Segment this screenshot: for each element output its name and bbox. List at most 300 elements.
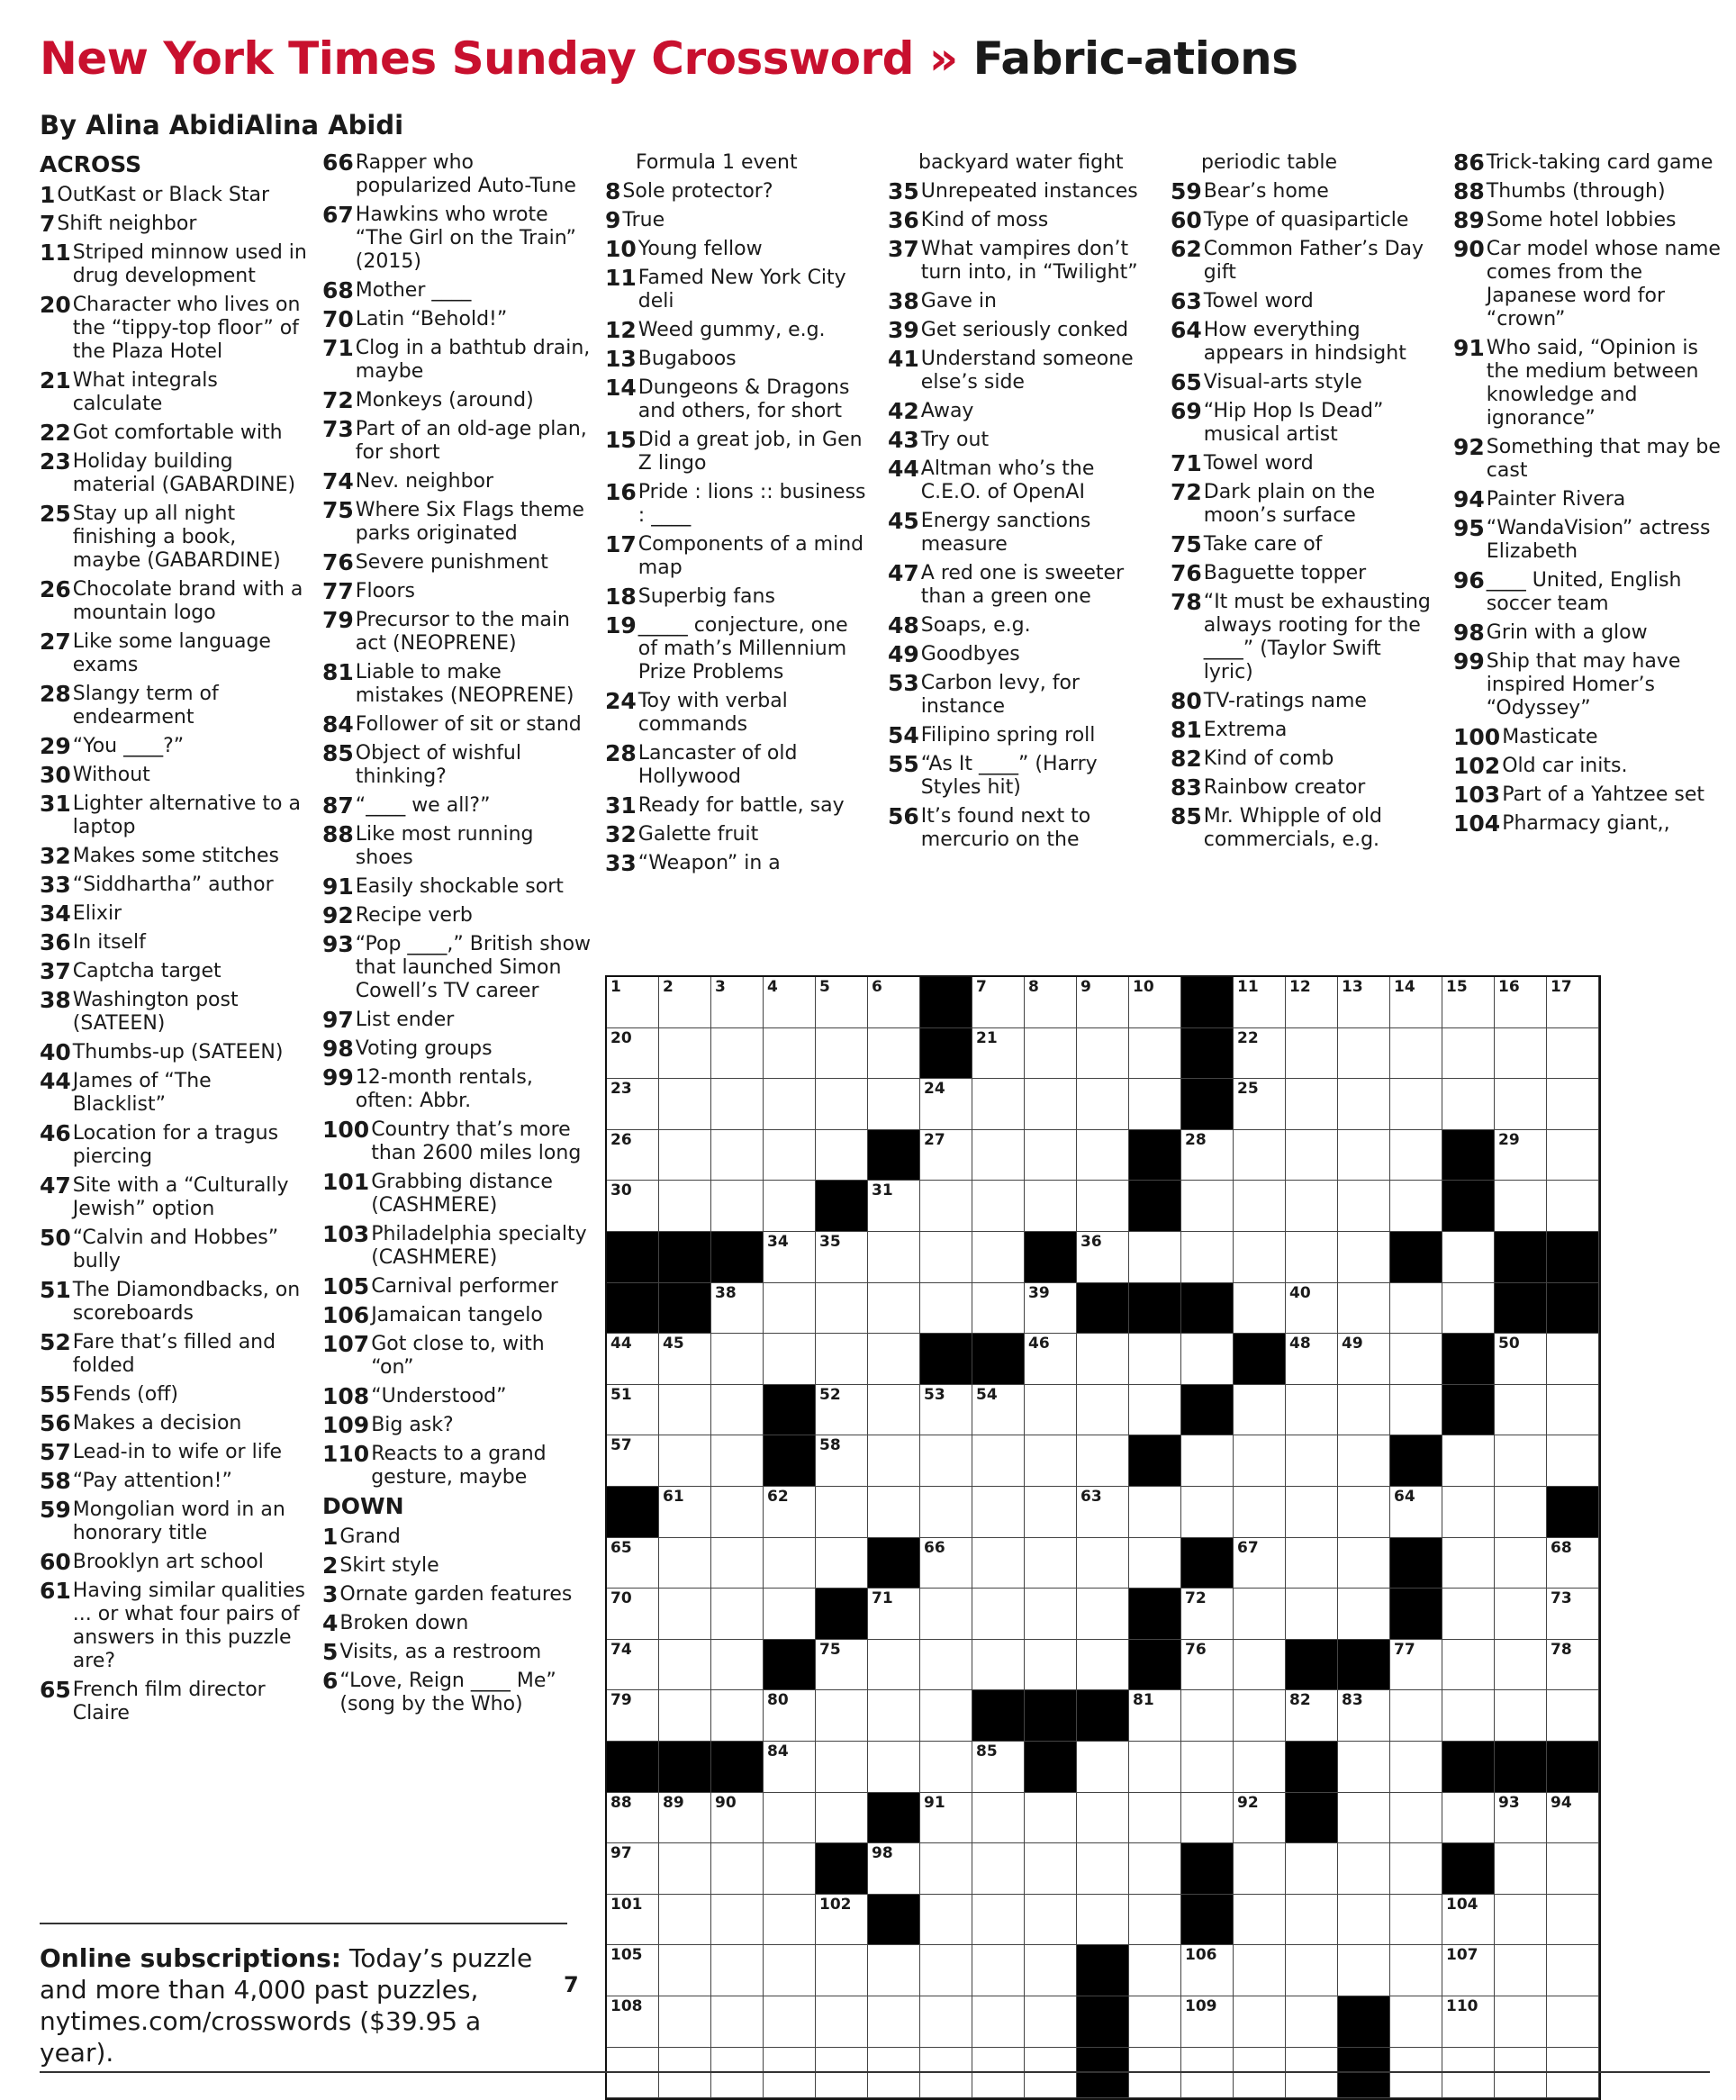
grid-cell[interactable]: [920, 1843, 972, 1895]
grid-cell[interactable]: [1442, 1996, 1495, 2048]
grid-cell[interactable]: [607, 1996, 659, 2048]
grid-cell[interactable]: [1181, 1435, 1234, 1487]
grid-cell[interactable]: [816, 1538, 868, 1589]
grid-cell[interactable]: [868, 1283, 920, 1335]
grid-cell[interactable]: [1025, 1793, 1077, 1844]
grid-cell[interactable]: [764, 1996, 816, 2048]
grid-cell[interactable]: [607, 1385, 659, 1436]
grid-cell[interactable]: [1390, 1640, 1442, 1691]
grid-cell[interactable]: [711, 977, 764, 1028]
grid-cell[interactable]: [868, 1487, 920, 1538]
grid-cell[interactable]: [711, 1895, 764, 1946]
grid-cell[interactable]: [659, 1690, 711, 1742]
grid-cell[interactable]: [1338, 1843, 1390, 1895]
grid-cell[interactable]: [659, 1079, 711, 1130]
grid-cell[interactable]: [1181, 1181, 1234, 1232]
grid-cell[interactable]: [1390, 1181, 1442, 1232]
grid-cell[interactable]: [1547, 1079, 1599, 1130]
grid-cell[interactable]: [711, 1130, 764, 1181]
grid-cell[interactable]: [868, 1589, 920, 1640]
grid-cell[interactable]: [1129, 1079, 1181, 1130]
grid-cell[interactable]: [711, 1793, 764, 1844]
grid-cell[interactable]: [816, 1996, 868, 2048]
grid-cell[interactable]: [1025, 1895, 1077, 1946]
grid-cell[interactable]: [1390, 1385, 1442, 1436]
grid-cell[interactable]: [1338, 1487, 1390, 1538]
grid-cell[interactable]: [1390, 1945, 1442, 1996]
grid-cell[interactable]: [764, 1742, 816, 1793]
grid-cell[interactable]: [659, 1028, 711, 1080]
grid-cell[interactable]: [972, 1589, 1025, 1640]
grid-cell[interactable]: [659, 1640, 711, 1691]
grid-cell[interactable]: [1077, 1538, 1129, 1589]
grid-cell[interactable]: [868, 1028, 920, 1080]
grid-cell[interactable]: [1181, 1793, 1234, 1844]
grid-cell[interactable]: [1338, 1945, 1390, 1996]
grid-cell[interactable]: [1129, 1793, 1181, 1844]
grid-cell[interactable]: [1234, 1538, 1286, 1589]
grid-cell[interactable]: [1547, 1435, 1599, 1487]
grid-cell[interactable]: [1286, 977, 1338, 1028]
grid-cell[interactable]: [1025, 1028, 1077, 1080]
grid-cell[interactable]: [1442, 1640, 1495, 1691]
grid-cell[interactable]: [1077, 1435, 1129, 1487]
grid-cell[interactable]: [711, 1385, 764, 1436]
grid-cell[interactable]: [1286, 1334, 1338, 1385]
grid-cell[interactable]: [972, 977, 1025, 1028]
grid-cell[interactable]: [1338, 1690, 1390, 1742]
grid-cell[interactable]: [659, 1385, 711, 1436]
grid-cell[interactable]: [1129, 1334, 1181, 1385]
grid-cell[interactable]: [1025, 1334, 1077, 1385]
grid-cell[interactable]: [972, 1640, 1025, 1691]
grid-cell[interactable]: [711, 1181, 764, 1232]
grid-cell[interactable]: [1390, 1028, 1442, 1080]
grid-cell[interactable]: [1547, 1996, 1599, 2048]
grid-cell[interactable]: [1234, 1283, 1286, 1335]
grid-cell[interactable]: [920, 1742, 972, 1793]
grid-cell[interactable]: [1286, 1487, 1338, 1538]
grid-cell[interactable]: [972, 1487, 1025, 1538]
grid-cell[interactable]: [1181, 1945, 1234, 1996]
grid-cell[interactable]: [972, 1079, 1025, 1130]
grid-cell[interactable]: [920, 1435, 972, 1487]
grid-cell[interactable]: [1181, 1742, 1234, 1793]
grid-cell[interactable]: [920, 1130, 972, 1181]
grid-cell[interactable]: [1495, 1843, 1547, 1895]
grid-cell[interactable]: [920, 1283, 972, 1335]
grid-cell[interactable]: [1286, 1079, 1338, 1130]
grid-cell[interactable]: [1234, 1640, 1286, 1691]
grid-cell[interactable]: [1495, 1690, 1547, 1742]
grid-cell[interactable]: [816, 1079, 868, 1130]
grid-cell[interactable]: [1547, 1945, 1599, 1996]
grid-cell[interactable]: [1547, 1538, 1599, 1589]
grid-cell[interactable]: [1077, 1589, 1129, 1640]
grid-cell[interactable]: [764, 1895, 816, 1946]
grid-cell[interactable]: [1286, 1232, 1338, 1283]
grid-cell[interactable]: [816, 1385, 868, 1436]
grid-cell[interactable]: [1390, 1996, 1442, 2048]
grid-cell[interactable]: [1495, 1538, 1547, 1589]
grid-cell[interactable]: [1129, 1945, 1181, 1996]
grid-cell[interactable]: [1390, 1895, 1442, 1946]
grid-cell[interactable]: [711, 1435, 764, 1487]
grid-cell[interactable]: [868, 1385, 920, 1436]
grid-cell[interactable]: [659, 977, 711, 1028]
grid-cell[interactable]: [659, 1130, 711, 1181]
grid-cell[interactable]: [1338, 1385, 1390, 1436]
grid-cell[interactable]: [920, 1079, 972, 1130]
grid-cell[interactable]: [764, 1487, 816, 1538]
grid-cell[interactable]: [1025, 1640, 1077, 1691]
grid-cell[interactable]: [659, 1487, 711, 1538]
grid-cell[interactable]: [659, 1435, 711, 1487]
grid-cell[interactable]: [868, 1996, 920, 2048]
grid-cell[interactable]: [607, 1895, 659, 1946]
grid-cell[interactable]: [1181, 1334, 1234, 1385]
grid-cell[interactable]: [1286, 1283, 1338, 1335]
grid-cell[interactable]: [1547, 1640, 1599, 1691]
grid-cell[interactable]: [1390, 1690, 1442, 1742]
grid-cell[interactable]: [1129, 1742, 1181, 1793]
grid-cell[interactable]: [1234, 1843, 1286, 1895]
grid-cell[interactable]: [1547, 1690, 1599, 1742]
grid-cell[interactable]: [1495, 1181, 1547, 1232]
grid-cell[interactable]: [920, 1996, 972, 2048]
grid-cell[interactable]: [816, 1742, 868, 1793]
grid-cell[interactable]: [868, 1843, 920, 1895]
grid-cell[interactable]: [1442, 1589, 1495, 1640]
grid-cell[interactable]: [711, 1945, 764, 1996]
grid-cell[interactable]: [816, 1435, 868, 1487]
grid-cell[interactable]: [1077, 1640, 1129, 1691]
grid-cell[interactable]: [607, 1435, 659, 1487]
grid-cell[interactable]: [1495, 1895, 1547, 1946]
grid-cell[interactable]: [1181, 1487, 1234, 1538]
grid-cell[interactable]: [764, 1181, 816, 1232]
grid-cell[interactable]: [1495, 1385, 1547, 1436]
grid-cell[interactable]: [764, 1334, 816, 1385]
grid-cell[interactable]: [972, 1793, 1025, 1844]
grid-cell[interactable]: [1286, 1435, 1338, 1487]
grid-cell[interactable]: [1390, 1130, 1442, 1181]
grid-cell[interactable]: [972, 1843, 1025, 1895]
grid-cell[interactable]: [816, 1487, 868, 1538]
grid-cell[interactable]: [1547, 1793, 1599, 1844]
grid-cell[interactable]: [659, 1589, 711, 1640]
grid-cell[interactable]: [1077, 1334, 1129, 1385]
grid-cell[interactable]: [1338, 1793, 1390, 1844]
grid-cell[interactable]: [1077, 1742, 1129, 1793]
grid-cell[interactable]: [607, 1793, 659, 1844]
grid-cell[interactable]: [607, 1181, 659, 1232]
grid-cell[interactable]: [1390, 1283, 1442, 1335]
grid-cell[interactable]: [1338, 1079, 1390, 1130]
grid-cell[interactable]: [972, 1996, 1025, 2048]
grid-cell[interactable]: [972, 1742, 1025, 1793]
grid-cell[interactable]: [1442, 1487, 1495, 1538]
grid-cell[interactable]: [1077, 1181, 1129, 1232]
grid-cell[interactable]: [1495, 1996, 1547, 2048]
grid-cell[interactable]: [1129, 1385, 1181, 1436]
grid-cell[interactable]: [868, 1181, 920, 1232]
grid-cell[interactable]: [1077, 977, 1129, 1028]
grid-cell[interactable]: [1077, 1385, 1129, 1436]
grid-cell[interactable]: [1129, 1690, 1181, 1742]
grid-cell[interactable]: [1234, 1232, 1286, 1283]
grid-cell[interactable]: [1495, 1079, 1547, 1130]
grid-cell[interactable]: [764, 1028, 816, 1080]
grid-cell[interactable]: [1025, 1538, 1077, 1589]
grid-cell[interactable]: [711, 1996, 764, 2048]
grid-cell[interactable]: [1338, 1435, 1390, 1487]
grid-cell[interactable]: [1234, 1181, 1286, 1232]
grid-cell[interactable]: [711, 1028, 764, 1080]
grid-cell[interactable]: [659, 1945, 711, 1996]
grid-cell[interactable]: [1547, 1589, 1599, 1640]
grid-cell[interactable]: [711, 1079, 764, 1130]
grid-cell[interactable]: [1286, 1945, 1338, 1996]
grid-cell[interactable]: [1338, 1538, 1390, 1589]
grid-cell[interactable]: [972, 1538, 1025, 1589]
grid-cell[interactable]: [1390, 1079, 1442, 1130]
grid-cell[interactable]: [972, 1232, 1025, 1283]
grid-cell[interactable]: [816, 1232, 868, 1283]
grid-cell[interactable]: [1234, 1028, 1286, 1080]
grid-cell[interactable]: [1181, 1996, 1234, 2048]
grid-cell[interactable]: [1077, 1028, 1129, 1080]
grid-cell[interactable]: [1495, 1793, 1547, 1844]
grid-cell[interactable]: [1129, 1895, 1181, 1946]
grid-cell[interactable]: [1442, 1895, 1495, 1946]
grid-cell[interactable]: [1129, 1232, 1181, 1283]
grid-cell[interactable]: [816, 1334, 868, 1385]
grid-cell[interactable]: [1077, 1079, 1129, 1130]
grid-cell[interactable]: [1025, 1130, 1077, 1181]
grid-cell[interactable]: [1286, 1028, 1338, 1080]
grid-cell[interactable]: [1129, 1538, 1181, 1589]
grid-cell[interactable]: [1547, 1843, 1599, 1895]
grid-cell[interactable]: [1025, 1996, 1077, 2048]
grid-cell[interactable]: [1181, 1690, 1234, 1742]
grid-cell[interactable]: [659, 1843, 711, 1895]
grid-cell[interactable]: [1495, 1640, 1547, 1691]
grid-cell[interactable]: [711, 1640, 764, 1691]
grid-cell[interactable]: [868, 1690, 920, 1742]
grid-cell[interactable]: [1234, 1742, 1286, 1793]
grid-cell[interactable]: [607, 1538, 659, 1589]
grid-cell[interactable]: [972, 1895, 1025, 1946]
grid-cell[interactable]: [1077, 1843, 1129, 1895]
grid-cell[interactable]: [711, 1334, 764, 1385]
grid-cell[interactable]: [1338, 1130, 1390, 1181]
grid-cell[interactable]: [1338, 1334, 1390, 1385]
grid-cell[interactable]: [764, 1079, 816, 1130]
grid-cell[interactable]: [1129, 1996, 1181, 2048]
grid-cell[interactable]: [1547, 1181, 1599, 1232]
grid-cell[interactable]: [816, 1945, 868, 1996]
grid-cell[interactable]: [1495, 1435, 1547, 1487]
grid-cell[interactable]: [1025, 1435, 1077, 1487]
grid-cell[interactable]: [764, 1945, 816, 1996]
grid-cell[interactable]: [816, 1283, 868, 1335]
grid-cell[interactable]: [764, 1283, 816, 1335]
grid-cell[interactable]: [1025, 1079, 1077, 1130]
grid-cell[interactable]: [816, 1793, 868, 1844]
grid-cell[interactable]: [1286, 1895, 1338, 1946]
grid-cell[interactable]: [1077, 1130, 1129, 1181]
grid-cell[interactable]: [1025, 1843, 1077, 1895]
grid-cell[interactable]: [764, 1538, 816, 1589]
grid-cell[interactable]: [1077, 1487, 1129, 1538]
grid-cell[interactable]: [764, 977, 816, 1028]
grid-cell[interactable]: [1234, 1435, 1286, 1487]
grid-cell[interactable]: [607, 1028, 659, 1080]
grid-cell[interactable]: [1286, 1843, 1338, 1895]
grid-cell[interactable]: [1338, 1028, 1390, 1080]
grid-cell[interactable]: [1025, 1589, 1077, 1640]
grid-cell[interactable]: [816, 1690, 868, 1742]
grid-cell[interactable]: [607, 1690, 659, 1742]
grid-cell[interactable]: [1181, 1640, 1234, 1691]
grid-cell[interactable]: [1547, 1130, 1599, 1181]
grid-cell[interactable]: [764, 1130, 816, 1181]
grid-cell[interactable]: [1495, 1334, 1547, 1385]
grid-cell[interactable]: [1442, 1435, 1495, 1487]
grid-cell[interactable]: [972, 1945, 1025, 1996]
grid-cell[interactable]: [1442, 1538, 1495, 1589]
grid-cell[interactable]: [1547, 1334, 1599, 1385]
grid-cell[interactable]: [868, 1742, 920, 1793]
grid-cell[interactable]: [1025, 1487, 1077, 1538]
grid-cell[interactable]: [1234, 1690, 1286, 1742]
grid-cell[interactable]: [1234, 1487, 1286, 1538]
grid-cell[interactable]: [1025, 1385, 1077, 1436]
grid-cell[interactable]: [816, 1130, 868, 1181]
grid-cell[interactable]: [1234, 1793, 1286, 1844]
grid-cell[interactable]: [868, 1945, 920, 1996]
grid-cell[interactable]: [1547, 1028, 1599, 1080]
grid-cell[interactable]: [972, 1283, 1025, 1335]
grid-cell[interactable]: [972, 1385, 1025, 1436]
grid-cell[interactable]: [1442, 1945, 1495, 1996]
grid-cell[interactable]: [1442, 1793, 1495, 1844]
grid-cell[interactable]: [920, 1690, 972, 1742]
grid-cell[interactable]: [1181, 1589, 1234, 1640]
grid-cell[interactable]: [1129, 1028, 1181, 1080]
grid-cell[interactable]: [1129, 977, 1181, 1028]
grid-cell[interactable]: [868, 1640, 920, 1691]
grid-cell[interactable]: [1338, 1232, 1390, 1283]
grid-cell[interactable]: [920, 1181, 972, 1232]
grid-cell[interactable]: [1338, 1283, 1390, 1335]
grid-cell[interactable]: [1442, 1028, 1495, 1080]
grid-cell[interactable]: [1390, 1742, 1442, 1793]
grid-cell[interactable]: [1495, 1130, 1547, 1181]
grid-cell[interactable]: [607, 1589, 659, 1640]
grid-cell[interactable]: [659, 1996, 711, 2048]
grid-cell[interactable]: [1547, 977, 1599, 1028]
grid-cell[interactable]: [972, 1181, 1025, 1232]
grid-cell[interactable]: [1442, 977, 1495, 1028]
grid-cell[interactable]: [1234, 1895, 1286, 1946]
grid-cell[interactable]: [1338, 1181, 1390, 1232]
grid-cell[interactable]: [816, 1895, 868, 1946]
grid-cell[interactable]: [607, 1843, 659, 1895]
grid-cell[interactable]: [1234, 977, 1286, 1028]
grid-cell[interactable]: [764, 1232, 816, 1283]
grid-cell[interactable]: [1234, 1945, 1286, 1996]
grid-cell[interactable]: [659, 1334, 711, 1385]
grid-cell[interactable]: [816, 1028, 868, 1080]
grid-cell[interactable]: [711, 1589, 764, 1640]
grid-cell[interactable]: [1181, 1130, 1234, 1181]
grid-cell[interactable]: [1338, 1589, 1390, 1640]
grid-cell[interactable]: [1390, 977, 1442, 1028]
grid-cell[interactable]: [711, 1690, 764, 1742]
grid-cell[interactable]: [1495, 1945, 1547, 1996]
grid-cell[interactable]: [920, 1487, 972, 1538]
grid-cell[interactable]: [1286, 1181, 1338, 1232]
grid-cell[interactable]: [868, 977, 920, 1028]
grid-cell[interactable]: [1234, 1385, 1286, 1436]
grid-cell[interactable]: [1442, 1690, 1495, 1742]
grid-cell[interactable]: [1547, 1385, 1599, 1436]
grid-cell[interactable]: [711, 1538, 764, 1589]
grid-cell[interactable]: [920, 1895, 972, 1946]
grid-cell[interactable]: [972, 1130, 1025, 1181]
grid-cell[interactable]: [711, 1283, 764, 1335]
grid-cell[interactable]: [607, 1945, 659, 1996]
grid-cell[interactable]: [1390, 1487, 1442, 1538]
grid-cell[interactable]: [764, 1793, 816, 1844]
grid-cell[interactable]: [659, 1538, 711, 1589]
grid-cell[interactable]: [1338, 977, 1390, 1028]
grid-cell[interactable]: [1286, 1538, 1338, 1589]
grid-cell[interactable]: [1390, 1334, 1442, 1385]
grid-cell[interactable]: [920, 1538, 972, 1589]
grid-cell[interactable]: [1025, 1945, 1077, 1996]
grid-cell[interactable]: [1129, 1487, 1181, 1538]
grid-cell[interactable]: [1077, 1232, 1129, 1283]
grid-cell[interactable]: [1286, 1385, 1338, 1436]
grid-cell[interactable]: [868, 1232, 920, 1283]
grid-cell[interactable]: [1129, 1843, 1181, 1895]
grid-cell[interactable]: [972, 1028, 1025, 1080]
grid-cell[interactable]: [659, 1895, 711, 1946]
grid-cell[interactable]: [1234, 1996, 1286, 2048]
grid-cell[interactable]: [607, 977, 659, 1028]
grid-cell[interactable]: [1025, 1181, 1077, 1232]
grid-cell[interactable]: [1442, 1283, 1495, 1335]
grid-cell[interactable]: [1338, 1742, 1390, 1793]
grid-cell[interactable]: [1234, 1079, 1286, 1130]
grid-cell[interactable]: [1286, 1996, 1338, 2048]
grid-cell[interactable]: [1025, 1283, 1077, 1335]
grid-cell[interactable]: [1390, 1843, 1442, 1895]
grid-cell[interactable]: [868, 1079, 920, 1130]
grid-cell[interactable]: [1077, 1895, 1129, 1946]
grid-cell[interactable]: [1077, 1793, 1129, 1844]
grid-cell[interactable]: [1286, 1589, 1338, 1640]
grid-cell[interactable]: [1234, 1589, 1286, 1640]
grid-cell[interactable]: [1495, 1487, 1547, 1538]
grid-cell[interactable]: [1234, 1130, 1286, 1181]
grid-cell[interactable]: [972, 1435, 1025, 1487]
grid-cell[interactable]: [920, 1589, 972, 1640]
grid-cell[interactable]: [1286, 1130, 1338, 1181]
